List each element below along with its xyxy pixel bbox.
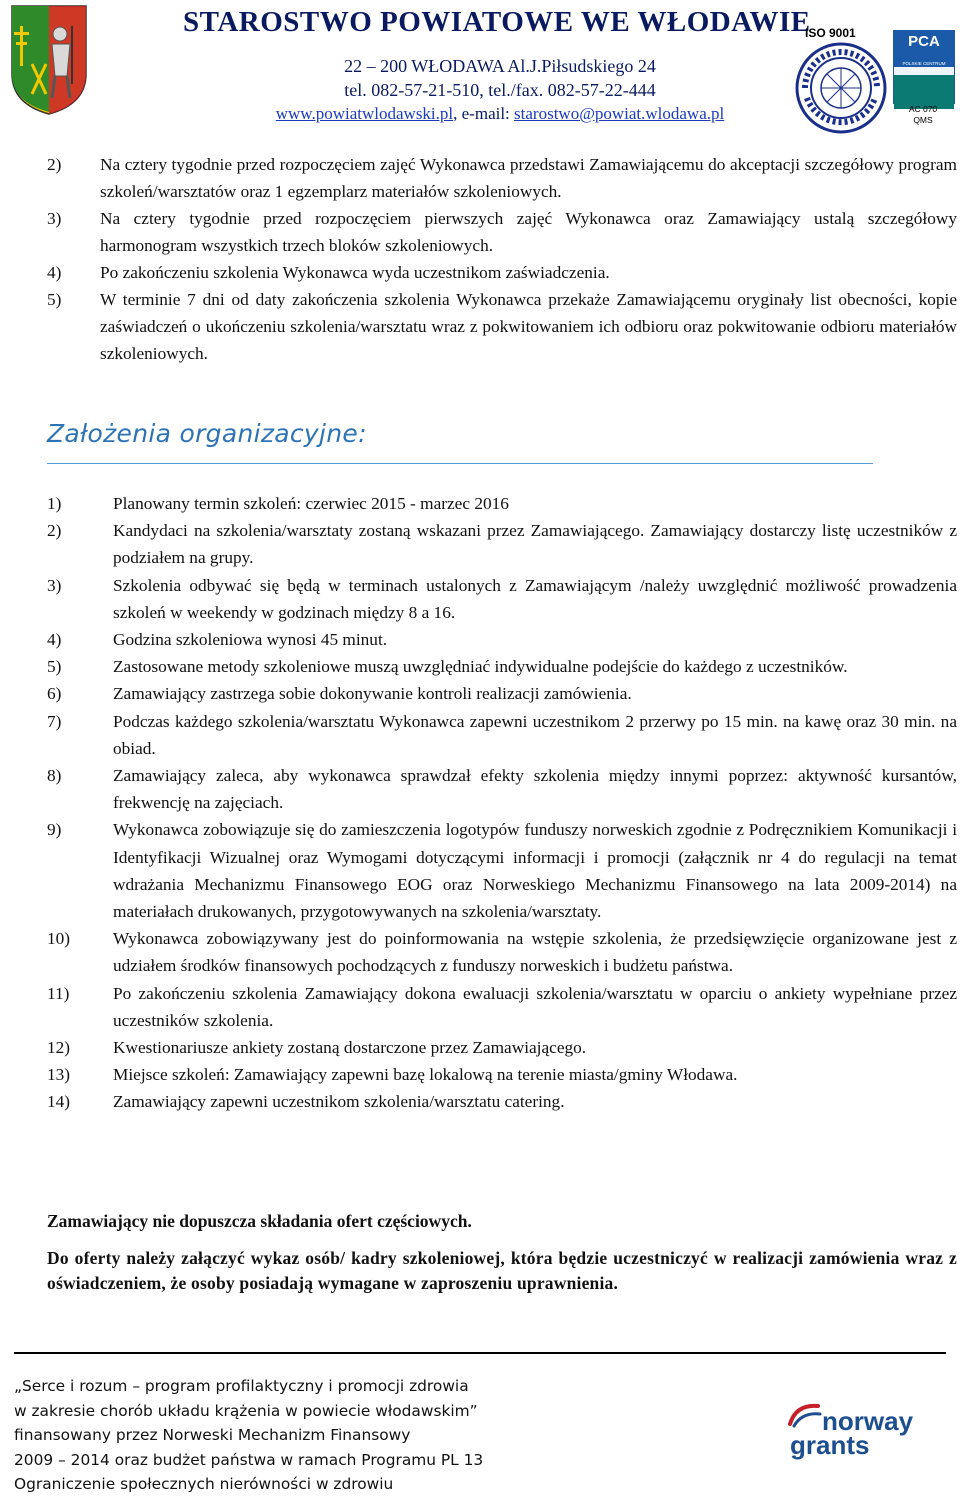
partial-offers-notice: Zamawiający nie dopuszcza składania ofert częściowych. [47,1211,472,1231]
list-item [47,517,957,571]
item-number: 6) [47,684,62,704]
item-number: 3) [47,575,62,595]
footer-divider [14,1352,946,1354]
item-number: 8) [47,766,62,786]
list-item [47,286,957,367]
item-number: 5) [47,657,62,677]
item-text: Po zakończeniu szkolenia Zamawiający dokona ewaluacji szkolenia/warsztatu w oparciu o ankiety wypełniane przez uczestników szkolenia. [113,983,957,1030]
item-text: Wykonawca zobowiązywany jest do poinformowania na wstępie szkolenia, że przedsięwzięcie organizowane jest z udziałem środków finansowych pochodzących z funduszy norweskich i budżetu państwa. [113,929,957,976]
footer-line: Ograniczenie społecznych nierówności w zdrowiu [14,1475,394,1494]
office-name: STAROSTWO POWIATOWE WE WŁODAWIE [183,6,811,38]
list-item [47,259,957,286]
footer-program-info [14,1374,714,1497]
list-item [47,680,957,707]
footer-line: 2009 – 2014 oraz budżet państwa w ramach Programu PL 13 [14,1450,484,1469]
accreditation-code [893,104,953,126]
item-number: 9) [47,820,62,840]
logo-word-norway: norway [822,1406,914,1436]
list-item [47,151,957,205]
item-text: W terminie 7 dni od daty zakończenia szkolenia Wykonawca przekaże Zamawiającemu oryginały list obecności, kopie zaświadczeń o ukończeniu szkolenia/warsztatu wraz z pokwitowaniem ich odbioru oraz pokwitowanie odbioru materiałów szkoleniowych. [100,290,957,363]
list-item [47,1061,957,1088]
item-text: Godzina szkoleniowa wynosi 45 minut. [113,630,388,650]
item-number: 2) [47,521,62,541]
item-number: 4) [47,263,62,282]
item-number: 11) [47,983,70,1003]
item-number: 3) [47,209,62,228]
letterhead [0,0,960,140]
list-item [47,980,957,1034]
website-link[interactable]: www.powiatwlodawski.pl [275,104,454,123]
item-number: 4) [47,630,62,650]
pca-label: PCA [894,31,954,67]
email-link[interactable]: starostwo@powiat.wlodawa.pl [514,104,725,123]
item-text: Planowany termin szkoleń: czerwiec 2015 - marzec 2016 [113,494,509,513]
logo-word-grants: grants [790,1430,870,1460]
item-text: Zamawiający zaleca, aby wykonawca sprawdzał efekty szkolenia między innymi poprzez: aktywność kursantów, frekwencję na zajęciach. [113,766,957,813]
item-number: 2) [47,155,62,174]
office-address: 22 – 200 WŁODAWA Al.J.Piłsudskiego 24 [344,56,656,76]
item-number: 5) [47,290,62,309]
list-item [47,572,957,626]
item-number: 1) [47,494,62,513]
item-text: Kwestionariusze ankiety zostaną dostarczone przez Zamawiającego. [113,1038,587,1058]
pca-accreditation-badge [893,30,955,104]
list-item [47,816,957,925]
footer-line: „Serce i rozum – program profilaktyczny i promocji zdrowia [14,1377,469,1395]
item-text: Na cztery tygodnie przed rozpoczęciem zajęć Wykonawca przedstawi Zamawiającemu do akceptacji szczegółowy program szkoleń/warsztatów oraz 1 egzemplarz materiałów szkoleniowych. [100,155,957,201]
item-text: Podczas każdego szkolenia/warsztatu Wykonawca zapewni uczestnikom 2 przerwy po 15 min. na kawę oraz 30 min. na obiad. [113,711,957,758]
section-heading: Założenia organizacyjne: [47,419,367,448]
item-text: Zastosowane metody szkoleniowe muszą uwzględniać indywidualne podejście do każdego z uczestników. [113,657,848,677]
email-label: , e-mail: [453,104,515,123]
item-text: Kandydaci na szkolenia/warsztaty zostaną wskazani przez Zamawiającego. Zamawiający dostarczy listę uczestników z podziałem na grupy. [113,521,957,568]
item-text: Szkolenia odbywać się będą w terminach ustalonych z Zamawiającym /należy uwzględnić możliwość prowadzenia szkoleń w weekendy w godzinach między 8 a 16. [113,575,957,622]
item-text: Zamawiający zastrzega sobie dokonywanie kontroli realizacji zamówienia. [113,684,632,704]
accreditation-code-line-2: QMS [913,115,933,125]
requirements-list [47,151,957,367]
list-item [47,762,957,816]
list-item [47,1088,957,1115]
item-number: 12) [47,1038,71,1058]
item-text: Zamawiający zapewni uczestnikom szkolenia/warsztatu catering. [113,1092,565,1112]
office-phone: tel. 082-57-21-510, tel./fax. 082-57-22-444 [344,80,656,100]
item-text: Miejsce szkoleń: Zamawiający zapewni bazę lokalową na terenie miasta/gminy Włodawa. [113,1065,738,1085]
norway-grants-logo [788,1402,914,1464]
list-item [47,205,957,259]
footer-line: finansowany przez Norweski Mechanizm Finansowy [14,1426,411,1445]
list-item [47,1034,957,1061]
certificates [789,24,957,136]
organizational-assumptions-list [47,490,957,1116]
county-coat-of-arms-icon [10,4,88,116]
iso-label: ISO 9001 [805,26,856,40]
item-text: Na cztery tygodnie przed rozpoczęciem pierwszych zajęć Wykonawca oraz Zamawiający ustalą szczegółowy harmonogram wszystkich trzech bloków szkoleniowych. [100,209,957,255]
list-item [47,490,957,517]
list-item [47,925,957,979]
pca-subtitle: POLSKIE CENTRUM AKREDYTACJI [902,61,946,72]
item-number: 7) [47,711,62,731]
attachment-requirement-notice: Do oferty należy załączyć wykaz osób/ kadry szkoleniowej, która będzie uczestniczyć w realizacji zamówienia wraz z oświadczeniem, że osoby posiadają wymagane w zaproszeniu uprawnienia. [47,1248,957,1293]
item-number: 14) [47,1092,71,1112]
footer-line: w zakresie chorób układu krążenia w powiecie włodawskim” [14,1401,478,1420]
item-number: 10) [47,929,71,949]
item-text: Po zakończeniu szkolenia Wykonawca wyda uczestnikom zaświadczenia. [100,263,610,282]
office-contact-line [250,104,750,124]
list-item [47,653,957,680]
norway-grants-swoosh-icon [788,1402,822,1428]
list-item [47,626,957,653]
list-item [47,708,957,762]
trade-chamber-seal-icon [795,42,887,134]
heading-underline [47,463,873,464]
accreditation-code-line-1: AC 070 [908,104,938,114]
item-number: 13) [47,1065,71,1085]
item-text: Wykonawca zobowiązuje się do zamieszczenia logotypów funduszy norweskich zgodnie z Podręcznikiem Komunikacji i Identyfikacji Wizualnej oraz Wymogami dotyczącymi informacji i promocji (załącznik nr 4 do regulacji na temat wdrażania Mechanizmu Finansowego EOG oraz Norweskiego Mechanizmu Finansowego na lata 2009-2014) na materiałach drukowanych, przygotowywanych na szkolenia/warsztaty. [113,820,957,922]
